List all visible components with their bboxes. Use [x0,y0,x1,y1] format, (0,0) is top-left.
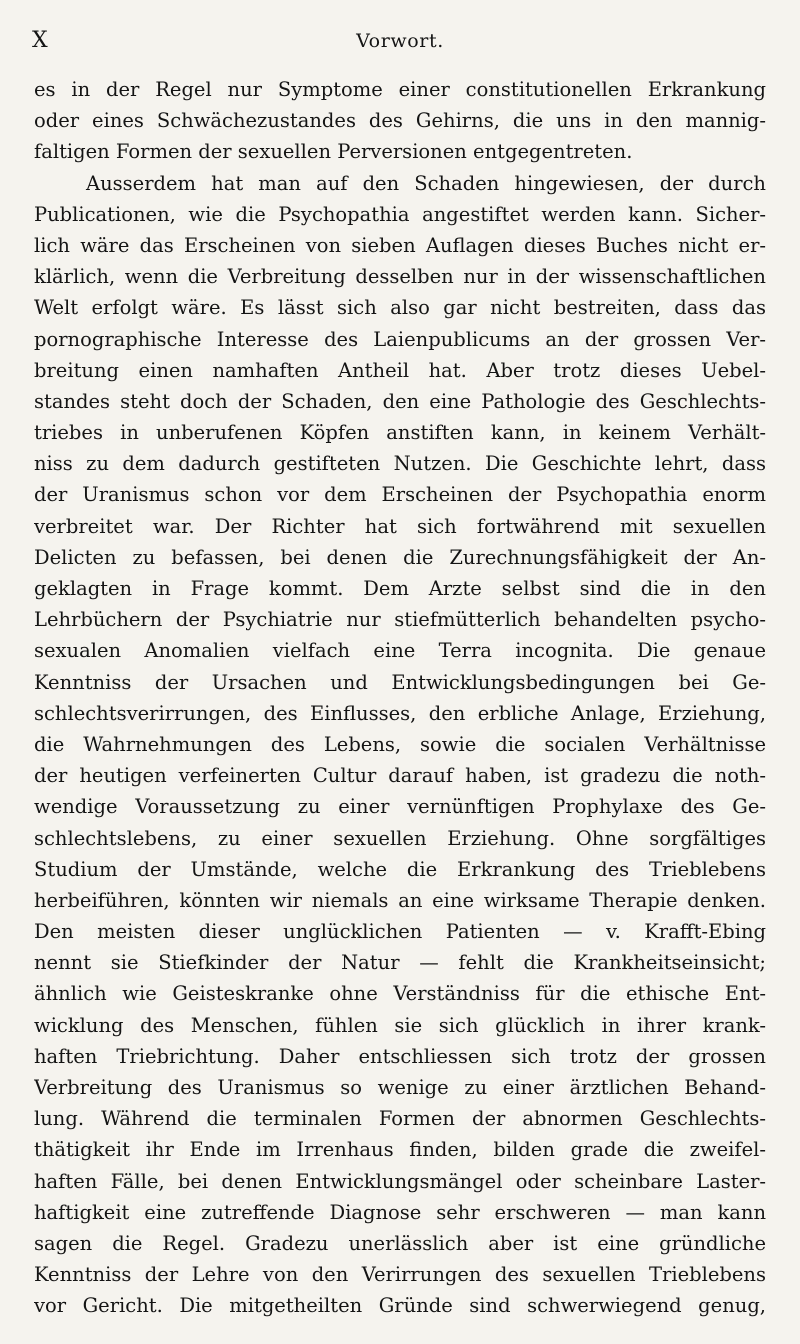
text-line: wicklung des Menschen, fühlen sie sich glücklich in ihrer krank- [34,1013,766,1037]
running-head: Vorwort. [356,30,444,52]
text-line: oder eines Schwächezustandes des Gehirns, die uns in den mannig- [34,109,766,133]
text-line: schlechtsverirrungen, des Einflusses, den erbliche Anlage, Erziehung, [34,701,766,725]
text-line: Verbreitung des Uranismus so wenige zu einer ärztlichen Behand- [34,1076,766,1099]
text-line: der Uranismus schon vor dem Erscheinen der Psychopathia enorm [34,483,766,507]
text-line: der heutigen verfeinerten Cultur darauf haben, ist gradezu die noth- [34,764,766,788]
text-line: niss zu dem dadurch gestifteten Nutzen. Die Geschichte lehrt, dass [34,452,766,476]
text-line: Kenntniss der Ursachen und Entwicklungsbedingungen bei Ge- [34,670,766,694]
body-text [34,74,766,1322]
text-line: Lehrbüchern der Psychiatrie nur stiefmütterlich behandelten psycho- [34,608,766,632]
text-line: faltigen Formen der sexuellen Perversionen entgegentreten. [34,140,633,164]
text-line: Welt erfolgt wäre. Es lässt sich also gar nicht bestreiten, dass das [34,296,766,320]
text-line: sexualen Anomalien vielfach eine Terra incognita. Die genaue [34,639,766,663]
text-line: lich wäre das Erscheinen von sieben Auflagen dieses Buches nicht er- [34,233,766,257]
text-line: wendige Voraussetzung zu einer vernünftigen Prophylaxe des Ge- [34,795,766,819]
text-line: triebes in unberufenen Köpfen anstiften kann, in keinem Verhält- [34,421,766,445]
text-line: schlechtslebens, zu einer sexuellen Erziehung. Ohne sorgfältiges [34,826,766,850]
text-line: haften Triebrichtung. Daher entschliessen sich trotz der grossen [34,1044,766,1068]
text-line: Publicationen, wie die Psychopathia angestiftet werden kann. Sicher- [34,202,766,226]
text-line: sagen die Regel. Gradezu unerlässlich aber ist eine gründliche [34,1231,766,1255]
text-line: herbeiführen, könnten wir niemals an eine wirksame Therapie denken. [34,888,766,912]
text-line: Den meisten dieser unglücklichen Patienten — v. Krafft-Ebing [34,920,766,944]
text-line: Delicten zu befassen, bei denen die Zurechnungsfähigkeit der An- [34,545,766,569]
text-line: vor Gericht. Die mitgetheilten Gründe sind schwerwiegend genug, [34,1294,766,1318]
text-line: Studium der Umstände, welche die Erkrankung des Trieblebens [34,857,766,881]
text-line: pornographische Interesse des Laienpublicums an der grossen Ver- [34,327,766,351]
text-line: standes steht doch der Schaden, den eine Pathologie des Geschlechts- [34,389,766,413]
text-line: Ausserdem hat man auf den Schaden hingewiesen, der durch [86,171,766,195]
text-line: verbreitet war. Der Richter hat sich fortwährend mit sexuellen [34,514,766,538]
text-line: geklagten in Frage kommt. Dem Arzte selbst sind die in den [34,577,766,600]
text-line: ähnlich wie Geisteskranke ohne Verständniss für die ethische Ent- [34,982,766,1006]
text-line: thätigkeit ihr Ende im Irrenhaus finden, bilden grade die zweifel- [34,1138,766,1162]
text-line: haftigkeit eine zutreffende Diagnose sehr erschweren — man kann [34,1200,766,1224]
text-line: haften Fälle, bei denen Entwicklungsmängel oder scheinbare Laster- [34,1169,766,1193]
text-line: lung. Während die terminalen Formen der abnormen Geschlechts- [34,1107,766,1131]
text-line: breitung einen namhaften Antheil hat. Aber trotz dieses Uebel- [34,358,766,382]
text-line: es in der Regel nur Symptome einer constitutionellen Erkrankung [34,78,766,101]
text-line: Kenntniss der Lehre von den Verirrungen des sexuellen Trieblebens [34,1263,766,1287]
page-header [32,28,768,58]
text-line: klärlich, wenn die Verbreitung desselben nur in der wissenschaftlichen [34,265,766,289]
page-number: X [32,28,49,53]
text-line: die Wahrnehmungen des Lebens, sowie die socialen Verhältnisse [34,732,766,756]
text-line: nennt sie Stiefkinder der Natur — fehlt die Krankheitseinsicht; [34,951,766,975]
